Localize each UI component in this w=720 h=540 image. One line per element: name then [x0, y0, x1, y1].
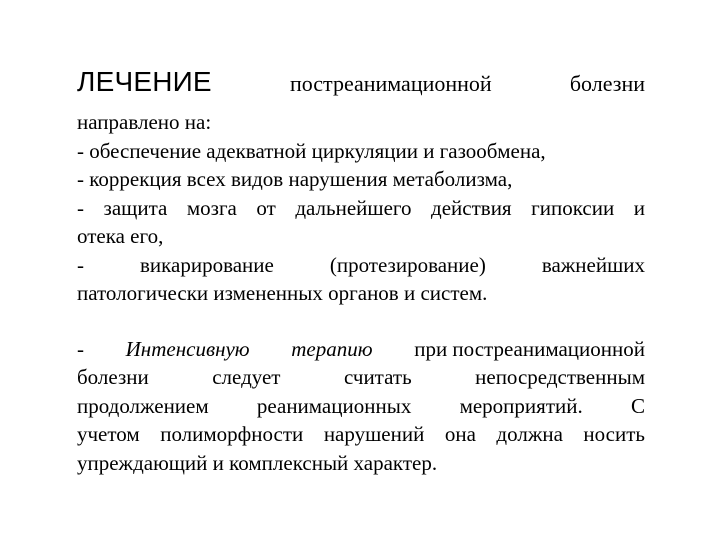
- title-heading: ЛЕЧЕНИЕ: [77, 66, 212, 97]
- paragraph2-line1: [77, 335, 645, 364]
- list-item-continuation: патологически измененных органов и систем.: [77, 281, 488, 305]
- list-item: - викарирование (протезирование) важнейших: [77, 252, 645, 277]
- intro-line: направлено на:: [77, 110, 212, 134]
- title-word-2: постреанимационной: [289, 71, 492, 96]
- paragraph-gap: [77, 308, 645, 335]
- paragraph2-italic-1: Интенсивную: [125, 336, 250, 361]
- list-item-continuation: отека его,: [77, 224, 164, 248]
- list-item: - защита мозга от дальнейшего действия гипоксии и: [77, 195, 645, 220]
- paragraph2-dash: -: [77, 336, 84, 361]
- paragraph2-line: упреждающий и комплексный характер.: [77, 450, 438, 475]
- list-item: - обеспечение адекватной циркуляции и газообмена,: [77, 138, 546, 163]
- list-item: - коррекция всех видов нарушения метаболизма,: [77, 167, 513, 191]
- paragraph2-line1-rest: при постреанимационной: [414, 336, 645, 361]
- paragraph2-line: болезни следует считать непосредственным: [77, 365, 645, 389]
- title-word-3: болезни: [569, 71, 645, 96]
- slide-text: [77, 68, 645, 477]
- paragraph2-line: учетом полиморфности нарушений она должна носить: [77, 422, 645, 446]
- paragraph2-line: продолжением реанимационных мероприятий. С: [77, 393, 645, 418]
- title-line: [77, 68, 645, 108]
- paragraph2-italic-2: терапию: [291, 336, 373, 361]
